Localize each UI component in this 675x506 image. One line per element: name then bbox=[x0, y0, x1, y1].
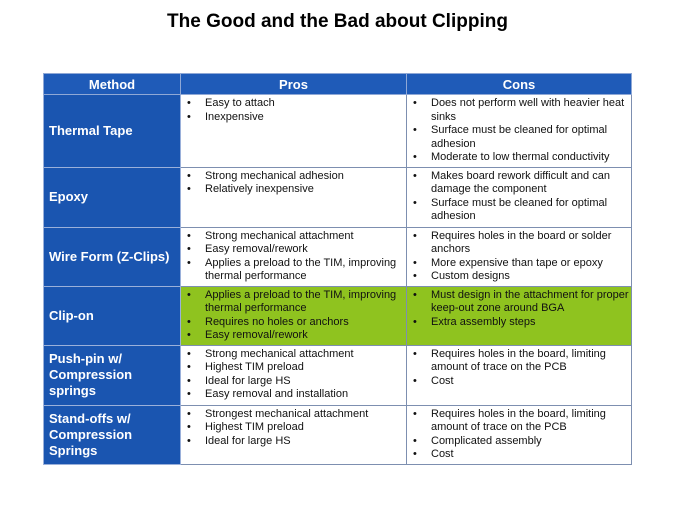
pros-cell bbox=[181, 227, 407, 286]
list-item: • Must design in the attachment for proper keep-out zone around BGA bbox=[411, 289, 629, 316]
cons-cell bbox=[407, 167, 632, 227]
list-item: • Easy removal/rework bbox=[185, 329, 404, 343]
pros-cell bbox=[181, 405, 407, 464]
cons-cell bbox=[407, 227, 632, 286]
pros-cell bbox=[181, 95, 407, 168]
cons-cell bbox=[407, 95, 632, 168]
cons-cell bbox=[407, 345, 632, 405]
pros-cell bbox=[181, 167, 407, 227]
list-item: • Strong mechanical attachment bbox=[185, 230, 404, 244]
list-item: • Cost bbox=[411, 375, 629, 389]
list-item: • Ideal for large HS bbox=[185, 435, 404, 449]
method-cell: Push-pin w/ Compression springs bbox=[44, 345, 181, 405]
cons-cell bbox=[407, 286, 632, 345]
list-item: • Applies a preload to the TIM, improving thermal performance bbox=[185, 289, 404, 316]
method-cell: Thermal Tape bbox=[44, 95, 181, 168]
table-row bbox=[44, 405, 632, 464]
table-row bbox=[44, 227, 632, 286]
list-item: • Complicated assembly bbox=[411, 435, 629, 449]
list-item: • Strongest mechanical attachment bbox=[185, 408, 404, 422]
pros-cell bbox=[181, 286, 407, 345]
list-item: • Makes board rework difficult and can damage the component bbox=[411, 170, 629, 197]
list-item: • Highest TIM preload bbox=[185, 421, 404, 435]
method-cell: Clip-on bbox=[44, 286, 181, 345]
list-item: • Inexpensive bbox=[185, 111, 404, 125]
list-item: • Surface must be cleaned for optimal adhesion bbox=[411, 197, 629, 224]
list-item: • Easy removal and installation bbox=[185, 388, 404, 402]
list-item: • Requires holes in the board or solder anchors bbox=[411, 230, 629, 257]
list-item: • Strong mechanical adhesion bbox=[185, 170, 404, 184]
list-item: • Cost bbox=[411, 448, 629, 462]
method-cell: Wire Form (Z-Clips) bbox=[44, 227, 181, 286]
list-item: • Applies a preload to the TIM, improving thermal performance bbox=[185, 257, 404, 284]
table-row bbox=[44, 95, 632, 168]
cons-cell bbox=[407, 405, 632, 464]
list-item: • More expensive than tape or epoxy bbox=[411, 257, 629, 271]
header-pros: Pros bbox=[181, 74, 407, 95]
list-item: • Does not perform well with heavier heat sinks bbox=[411, 97, 629, 124]
comparison-table bbox=[43, 73, 632, 465]
pros-cell bbox=[181, 345, 407, 405]
table-row bbox=[44, 167, 632, 227]
list-item: • Relatively inexpensive bbox=[185, 183, 404, 197]
header-method: Method bbox=[44, 74, 181, 95]
slide-title: The Good and the Bad about Clipping bbox=[167, 11, 508, 32]
list-item: • Requires no holes or anchors bbox=[185, 316, 404, 330]
list-item: • Moderate to low thermal conductivity bbox=[411, 151, 629, 165]
list-item: • Strong mechanical attachment bbox=[185, 348, 404, 362]
method-cell: Stand-offs w/ Compression Springs bbox=[44, 405, 181, 464]
list-item: • Extra assembly steps bbox=[411, 316, 629, 330]
list-item: • Easy removal/rework bbox=[185, 243, 404, 257]
table-row bbox=[44, 345, 632, 405]
list-item: • Custom designs bbox=[411, 270, 629, 284]
list-item: • Easy to attach bbox=[185, 97, 404, 111]
list-item: • Ideal for large HS bbox=[185, 375, 404, 389]
list-item: • Highest TIM preload bbox=[185, 361, 404, 375]
list-item: • Requires holes in the board, limiting amount of trace on the PCB bbox=[411, 408, 629, 435]
table-row-highlighted bbox=[44, 286, 632, 345]
header-cons: Cons bbox=[407, 74, 632, 95]
list-item: • Surface must be cleaned for optimal adhesion bbox=[411, 124, 629, 151]
table-header-row bbox=[44, 74, 632, 95]
method-cell: Epoxy bbox=[44, 167, 181, 227]
list-item: • Requires holes in the board, limiting amount of trace on the PCB bbox=[411, 348, 629, 375]
